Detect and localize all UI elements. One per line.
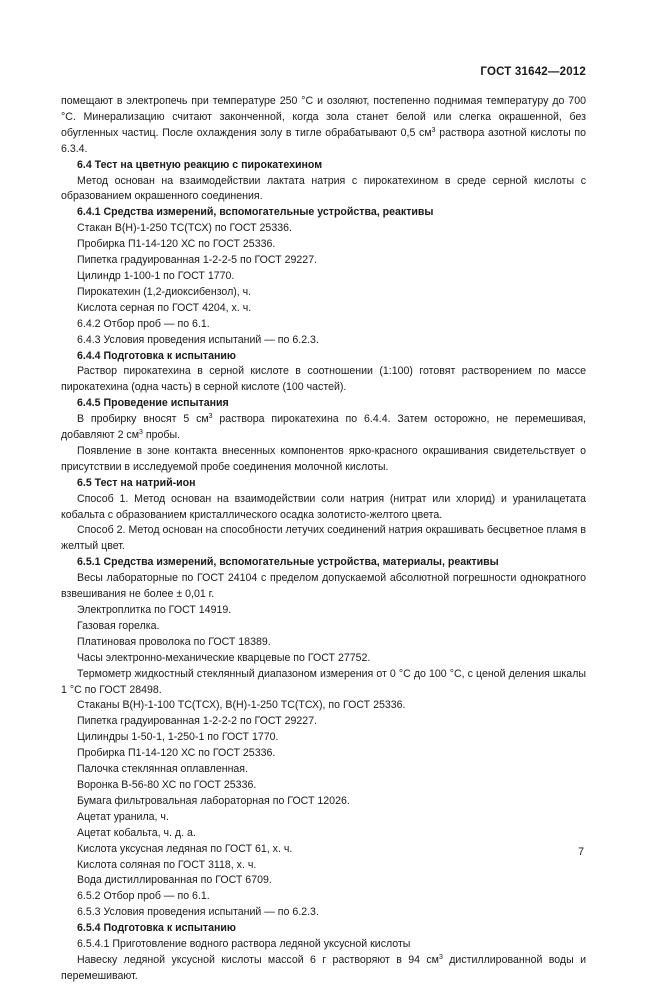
list-item: Цилиндр 1-100-1 по ГОСТ 1770.	[77, 269, 235, 282]
heading-6-5-4: 6.5.4 Подготовка к испытанию	[77, 922, 236, 935]
paragraph-acid-solution: Навеску ледяной уксусной кислоты массой 6 г растворяют в 94 $см^3$ дистиллированной воды и перемешивают.	[61, 953, 586, 982]
clause-6-5-3: 6.5.3 Условия проведения испытаний — по 6.2.3.	[77, 906, 319, 919]
list-item: Бумага фильтровальная лабораторная по ГОСТ 12026.	[77, 794, 350, 807]
paragraph-method-6-4: Метод основан на взаимодействии лактата натрия с пирокатехином в среде серной кислоты с образованием окрашенного соединения.	[61, 174, 586, 203]
list-item: Пробирка П1-14-120 ХС по ГОСТ 25336.	[77, 747, 276, 760]
clause-6-4-3: 6.4.3 Условия проведения испытаний — по 6.2.3.	[77, 333, 319, 346]
paragraph-method-2: Способ 2. Метод основан на способности летучих соединений натрия окрашивать бесцветное пламя в желтый цвет.	[61, 524, 586, 553]
list-item: Палочка стеклянная оплавленная.	[77, 763, 248, 776]
clause-6-5-4-1: 6.5.4.1 Приготовление водного раствора ледяной уксусной кислоты	[77, 938, 411, 951]
list-item: Кислота соляная по ГОСТ 3118, х. ч.	[77, 858, 257, 871]
list-item: Термометр жидкостный стеклянный диапазоном измерения от 0 °С до 100 °С, с ценой деления шкалы 1 °С по ГОСТ 28498.	[61, 667, 586, 696]
list-item: Платиновая проволока по ГОСТ 18389.	[77, 635, 271, 648]
list-item: Вода дистиллированная по ГОСТ 6709.	[77, 874, 272, 887]
heading-6-4-4: 6.4.4 Подготовка к испытанию	[77, 349, 236, 362]
list-item: Пипетка градуированная 1-2-2-5 по ГОСТ 29227.	[77, 254, 318, 267]
list-item: Кислота серная по ГОСТ 4204, х. ч.	[77, 301, 252, 314]
list-item: Ацетат уранила, ч.	[77, 810, 169, 823]
heading-6-5-1: 6.5.1 Средства измерений, вспомогательные устройства, материалы, реактивы	[77, 556, 499, 569]
list-item: Пробирка П1-14-120 ХС по ГОСТ 25336.	[77, 238, 276, 251]
heading-6-4-5: 6.4.5 Проведение испытания	[77, 397, 229, 410]
heading-6-4-1: 6.4.1 Средства измерений, вспомогательные устройства, реактивы	[77, 206, 434, 219]
list-item: Часы электронно-механические кварцевые по ГОСТ 27752.	[77, 651, 371, 664]
document-header-standard: ГОСТ 31642—2012	[480, 66, 586, 78]
clause-6-5-2: 6.5.2 Отбор проб — по 6.1.	[77, 890, 210, 903]
clause-6-4-2: 6.4.2 Отбор проб — по 6.1.	[77, 317, 210, 330]
list-item: Пипетка градуированная 1-2-2-2 по ГОСТ 29227.	[77, 715, 318, 728]
list-item: Весы лабораторные по ГОСТ 24104 с пределом допускаемой абсолютной погрешности однократного взвешивания не более ± 0,01 г.	[61, 572, 586, 601]
paragraph-solution-prep: Раствор пирокатехина в серной кислоте в соотношении (1:100) готовят растворением по массе пирокатехина (одна часть) в серной кислоте (100 частей).	[61, 365, 586, 394]
list-item: Цилиндры 1-50-1, 1-250-1 по ГОСТ 1770.	[77, 731, 279, 744]
page-number: 7	[578, 846, 584, 858]
paragraph-test-procedure: В пробирку вносят 5 $см^3$ раствора пирокатехина по 6.4.4. Затем осторожно, не перемешивая, добавляют 2 $см^3$ пробы.	[61, 413, 586, 442]
list-item: Электроплитка по ГОСТ 14919.	[77, 604, 232, 616]
document-body	[61, 94, 586, 985]
paragraph-result: Появление в зоне контакта внесенных компонентов ярко-красного окрашивания свидетельствует о присутствии в исследуемой пробе соединения молочной кислоты.	[61, 444, 586, 473]
list-item: Кислота уксусная ледяная по ГОСТ 61, х. ч.	[77, 842, 293, 855]
list-item: Воронка В-56-80 ХС по ГОСТ 25336.	[77, 778, 257, 791]
paragraph-method-1: Способ 1. Метод основан на взаимодействии соли натрия (нитрат или хлорид) и уранилацетата кобальта с образованием кристаллического осадка золотисто-желтого цвета.	[61, 492, 586, 521]
paragraph-mineralization: помещают в электропечь при температуре 250 °С и озоляют, постепенно поднимая температуру до 700 °С. Минерализацию считают законченной, когда зола станет белой или слегка окрашенной, без обугленных частиц. После охлаждения золу в тигле обрабатывают 0,5 $см^3$ раствора азотной кислоты по 6.3.4.	[61, 95, 586, 155]
list-item: Газовая горелка.	[77, 619, 160, 632]
list-item: Пирокатехин (1,2-диоксибензол), ч.	[77, 285, 252, 298]
list-item: Ацетат кобальта, ч. д. а.	[77, 826, 196, 839]
heading-6-5: 6.5 Тест на натрий-ион	[77, 476, 196, 489]
heading-6-4: 6.4 Тест на цветную реакцию с пирокатехином	[77, 158, 323, 171]
list-item: Стакан В(Н)-1-250 ТС(ТСХ) по ГОСТ 25336.	[77, 222, 292, 235]
list-item: Стаканы В(Н)-1-100 ТС(ТСХ), В(Н)-1-250 ТС(ТСХ), по ГОСТ 25336.	[77, 699, 406, 712]
